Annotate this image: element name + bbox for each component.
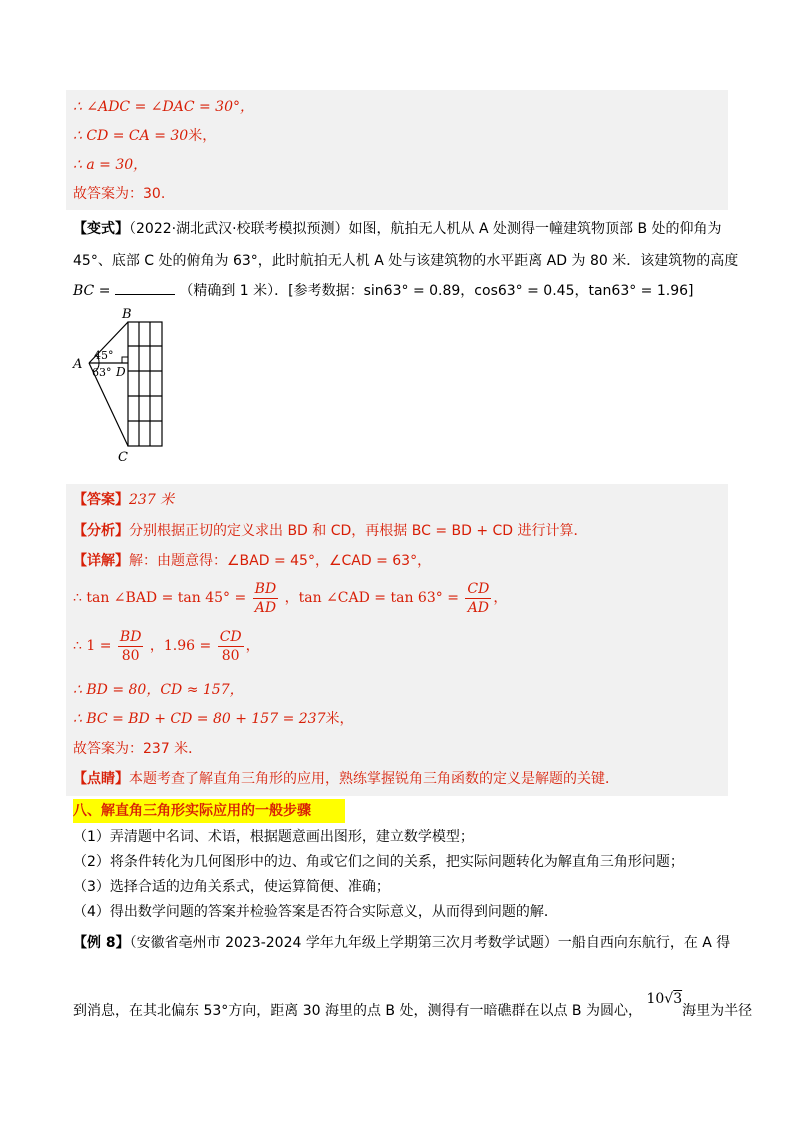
variant-line2: 45°、底部 C 处的俯角为 63°，此时航拍无人机 A 处与该建筑物的水平距离 AD 为 80 米．该建筑物的高度 (73, 253, 739, 269)
step3-line: ∴ BD = 80，CD ≈ 157， (73, 682, 244, 698)
prev-solution-line2: ∴ CD = CA = 30米， (73, 128, 217, 144)
step4-line: ∴ BC = BD + CD = 80 + 157 = 237米， (73, 711, 354, 727)
radius-expression: 10√3 (646, 991, 683, 1007)
section-step-3: （3）选择合适的边角关系式，使运算简便、准确； (73, 879, 390, 895)
section-step-2: （2）将条件转化为几何图形中的边、角或它们之间的关系，把实际问题转化为解直角三角形问题； (73, 854, 684, 870)
section-step-4: （4）得出数学问题的答案并检验答案是否符合实际意义，从而得到问题的解． (73, 904, 558, 920)
fraction-cd-ad: $\frac{CD}{AD}$ (467, 580, 490, 616)
step1-line: ∴ tan ∠BAD = tan 45° = $\frac{BD}{AD}$ ，tan ∠CAD = tan 63° = $\frac{CD}{AD}$ ， (73, 580, 508, 616)
fraction-bd-ad: $\frac{BD}{AD}$ (254, 580, 277, 616)
prev-solution-answer: 故答案为：30. (73, 186, 166, 202)
angle-label-top: 45° (94, 349, 114, 362)
label-D: D (116, 365, 126, 379)
building-figure (72, 305, 192, 465)
example-line2: 到消息，在其北偏东 53°方向，距离 30 海里的点 B 处，测得有一暗礁群在以点 B 为圆心， 10√3海里为半径 (73, 991, 753, 1019)
step2-line: ∴ 1 = $\frac{BD}{80}$ ，1.96 = $\frac{CD}{80}$ ， (73, 628, 260, 664)
section-title: 八、解直角三角形实际应用的一般步骤 (73, 803, 311, 819)
answer-blank (115, 280, 175, 295)
answer-line: 【答案】237 米 (73, 492, 175, 508)
fraction-bd-80: $\frac{BD}{80}$ (119, 628, 142, 664)
label-C: C (118, 450, 128, 465)
prev-solution-line3: ∴ a = 30， (73, 157, 148, 173)
variant-line3: BC = （精确到 1 米）．[参考数据：sin63° = 0.89，cos63° = 0.45，tan63° = 1.96] (73, 280, 694, 302)
example-line1: 【例 8】（安徽省亳州市 2023-2024 学年九年级上学期第三次月考数学试题）一船自西向东航行，在 A 得 (73, 935, 731, 951)
comment-line: 【点睛】本题考查了解直角三角形的应用，熟练掌握锐角三角函数的定义是解题的关键． (73, 771, 619, 787)
analysis-line: 【分析】分别根据正切的定义求出 BD 和 CD，再根据 BC = BD + CD 进行计算． (73, 523, 588, 539)
label-B: B (122, 307, 132, 322)
section-step-1: （1）弄清题中名词、术语，根据题意画出图形，建立数学模型； (73, 829, 474, 845)
building-outline (128, 322, 162, 446)
detail-line: 【详解】解：由题意得：∠BAD = 45°，∠CAD = 63°， (73, 553, 432, 569)
label-A: A (73, 357, 83, 372)
final-answer-line: 故答案为：237 米． (73, 741, 203, 757)
angle-label-bottom: 63° (92, 366, 112, 379)
fraction-cd-80: $\frac{CD}{80}$ (219, 628, 242, 664)
variant-line1: 【变式】（2022·湖北武汉·校联考模拟预测）如图，航拍无人机从 A 处测得一幢建筑物顶部 B 处的仰角为 (73, 221, 722, 237)
prev-solution-line1: ∴ ∠ADC = ∠DAC = 30°， (73, 99, 254, 115)
